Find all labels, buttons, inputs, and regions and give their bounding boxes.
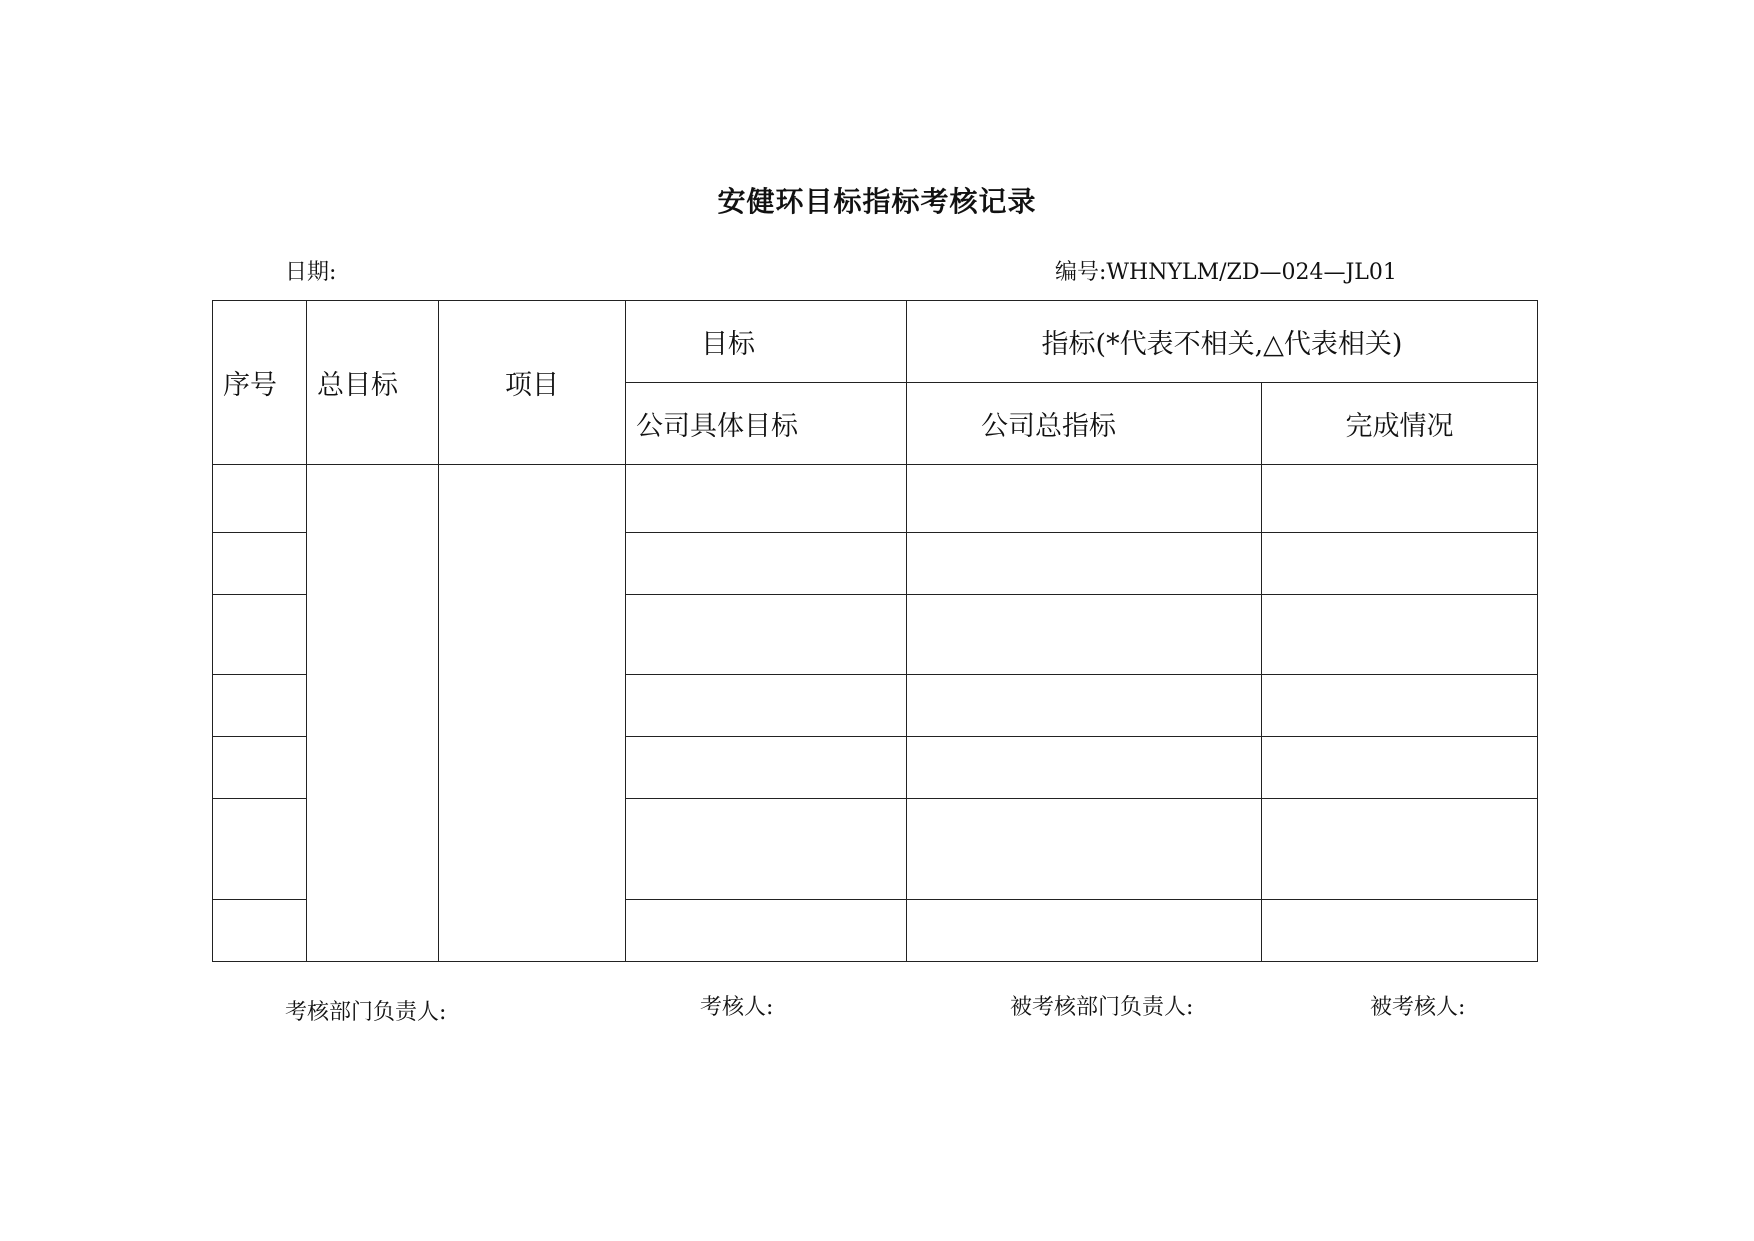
company-target-cell[interactable] (626, 799, 907, 900)
header-item: 项目 (439, 301, 626, 465)
reviewed-dept-head-label: 被考核部门负责人: (1010, 995, 1194, 1020)
header-overall-goal: 总目标 (307, 301, 439, 465)
completion-cell[interactable] (1262, 465, 1538, 533)
reviewer-dept-head-label: 考核部门负责人: (285, 1000, 447, 1025)
page-title: 安健环目标指标考核记录 (717, 185, 1037, 218)
header-indicator-group: 指标(*代表不相关,△代表相关) (907, 301, 1538, 383)
seq-cell[interactable] (213, 533, 307, 595)
item-cell[interactable] (439, 465, 626, 962)
company-indicator-cell[interactable] (907, 900, 1262, 962)
company-target-cell[interactable] (626, 595, 907, 675)
company-target-cell[interactable] (626, 737, 907, 799)
seq-cell[interactable] (213, 595, 307, 675)
assessment-table (212, 300, 1538, 962)
company-indicator-cell[interactable] (907, 799, 1262, 900)
completion-cell[interactable] (1262, 533, 1538, 595)
header-seq: 序号 (213, 301, 307, 465)
seq-cell[interactable] (213, 900, 307, 962)
header-target-group: 目标 (626, 301, 907, 383)
company-indicator-cell[interactable] (907, 737, 1262, 799)
completion-cell[interactable] (1262, 900, 1538, 962)
reviewer-label: 考核人: (700, 995, 774, 1020)
date-label: 日期: (285, 260, 337, 285)
company-indicator-cell[interactable] (907, 595, 1262, 675)
header-completion: 完成情况 (1262, 383, 1538, 465)
document-code: 编号:WHNYLM/ZD—024—JL01 (1055, 260, 1397, 285)
company-indicator-cell[interactable] (907, 533, 1262, 595)
seq-cell[interactable] (213, 675, 307, 737)
reviewee-label: 被考核人: (1370, 995, 1466, 1020)
completion-cell[interactable] (1262, 675, 1538, 737)
overall-goal-cell[interactable] (307, 465, 439, 962)
completion-cell[interactable] (1262, 595, 1538, 675)
company-indicator-cell[interactable] (907, 465, 1262, 533)
seq-cell[interactable] (213, 799, 307, 900)
company-indicator-cell[interactable] (907, 675, 1262, 737)
company-target-cell[interactable] (626, 465, 907, 533)
header-company-target: 公司具体目标 (626, 383, 907, 465)
seq-cell[interactable] (213, 737, 307, 799)
company-target-cell[interactable] (626, 900, 907, 962)
table-row (213, 465, 1538, 533)
header-company-indicator: 公司总指标 (907, 383, 1262, 465)
company-target-cell[interactable] (626, 533, 907, 595)
header-row-1 (213, 301, 1538, 383)
company-target-cell[interactable] (626, 675, 907, 737)
seq-cell[interactable] (213, 465, 307, 533)
completion-cell[interactable] (1262, 799, 1538, 900)
completion-cell[interactable] (1262, 737, 1538, 799)
